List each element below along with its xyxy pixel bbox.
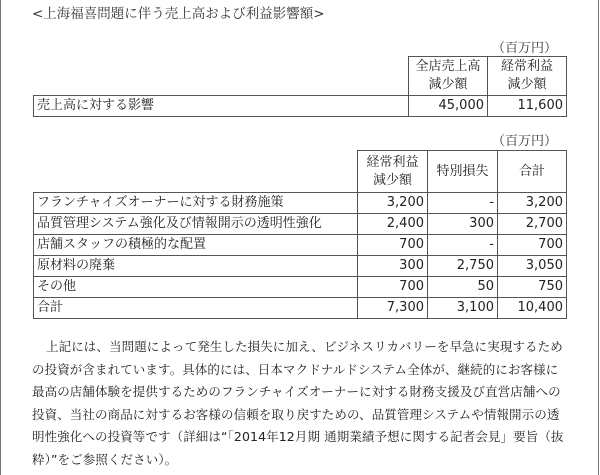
header-cell [358,151,428,193]
value-cell: 700 [498,235,567,256]
value-cell: 2,400 [358,214,428,235]
header-cell [428,151,498,193]
row-label: 原材料の廃棄 [34,256,358,277]
header-text: 全店売上高 減少額 [415,59,481,92]
value-cell: - [428,193,498,214]
table-row [34,277,567,298]
header-cell [498,151,567,193]
value-cell: 11,600 [488,96,567,117]
value-cell: 2,750 [428,256,498,277]
row-label: フランチャイズオーナーに対する財務施策 [34,193,358,214]
row-label: 店舗スタッフの積極的な配置 [34,235,358,256]
value-cell: 700 [358,277,428,298]
value-cell: 3,050 [498,256,567,277]
value-cell: 3,100 [428,298,498,319]
value-cell: - [428,235,498,256]
header-text: 合計 [518,163,545,179]
header-text: 経常利益 減少額 [500,59,553,92]
header-cell [409,57,488,96]
explanation-paragraph: 上記には、当問題によって発生した損失に加え、ビジネスリカバリーを早急に実現するための投資が含まれています。具体的には、日本マクドナルドシステム全体が、継続的にお客様に最高の店舗体験を提供するためのフランチャイズオーナーに対する財務支援及び直営店舗への投資、当社の商品に対するお客様の信頼を取り戻すための、品質管理システムや情報開示の透明性強化への投資等です（詳細は“「2014年12月期 通期業績予想に関する記者会見」要旨（抜粋）”をご参照ください）。 [32,339,564,467]
value-cell: 3,200 [498,193,567,214]
header-text: 特別損失 [436,163,489,179]
value-cell: 2,700 [498,214,567,235]
row-label: 売上高に対する影響 [34,96,409,117]
table-row [34,214,567,235]
table1-unit-label: （百万円） [492,41,558,56]
value-cell: 300 [428,214,498,235]
value-cell: 45,000 [409,96,488,117]
value-cell: 10,400 [498,298,567,319]
value-cell: 300 [358,256,428,277]
value-cell: 7,300 [358,298,428,319]
profit-impact-breakdown-table [33,150,567,319]
empty-corner-cell [34,151,358,193]
value-cell: 700 [358,235,428,256]
table-row [34,256,567,277]
total-row [34,298,567,319]
sales-impact-table [33,56,567,117]
table-row [34,193,567,214]
table-header-row [34,57,567,96]
header-cell [488,57,567,96]
value-cell: 3,200 [358,193,428,214]
header-text: 経常利益 減少額 [366,154,419,188]
table-row [34,235,567,256]
row-label: 品質管理システム強化及び情報開示の透明性強化 [34,214,358,235]
empty-corner-cell [34,57,409,96]
row-label: 合計 [34,298,358,319]
row-label: その他 [34,277,358,298]
table-header-row [34,151,567,193]
section-heading: <上海福喜問題に伴う売上高および利益影響額> [32,6,325,22]
value-cell: 750 [498,277,567,298]
value-cell: 50 [428,277,498,298]
table2-unit-label: （百万円） [492,134,558,149]
table-row [34,96,567,117]
